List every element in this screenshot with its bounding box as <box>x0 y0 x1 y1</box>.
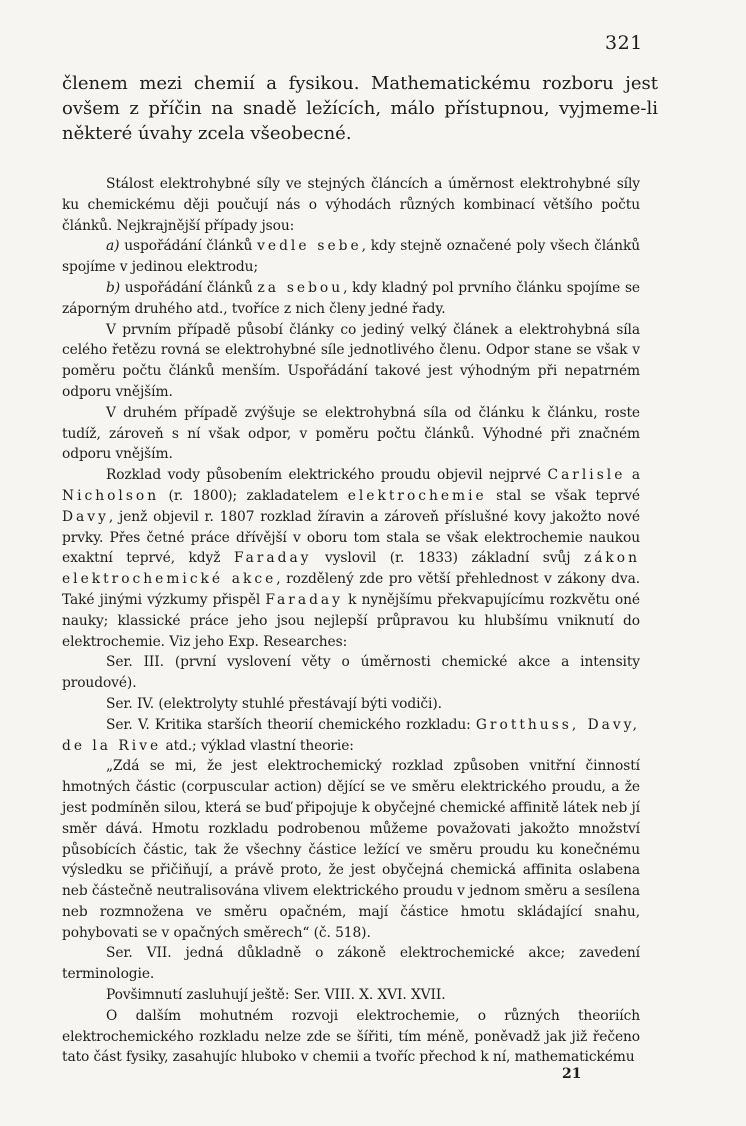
list-label: b) <box>106 279 121 296</box>
quote-paragraph: „Zdá se mi, že jest elektrochemický rozklad způsoben vnitřní činností hmotných částic (corpuscular action) dějící se ve směru elektrického proudu, a že jest podmíněn silou, která se buď připojuje k obyčejné chemické affinitě látek neb jí směr dává. Hmotu rozkladu podrobenou můžeme považovati jakožto množství působících částic, tak že všechny částice ležící ve směru proudu ku konečnému výsledku se přičiňují, a právě proto, že jest obyčejná chemická affinita oslabena neb částečně neutralisována vlivem elektrického proudu v jednom směru a sesílena neb rozmnožena ve směru opačném, mají částice hmotu skládající snahu, pohybovati se v opačných směrech“ (č. 518). <box>62 758 640 941</box>
text: stal se však teprvé <box>486 487 640 504</box>
text: (r. 1800); zakladatelem <box>159 487 348 504</box>
paragraph: Povšimnutí zasluhují ještě: Ser. VIII. X. XVI. XVII. <box>106 987 446 1004</box>
name-nicholson: Nicholson <box>62 487 160 504</box>
text: , kdy kladný pol prvního článku spojíme se záporným druhého atd., tvoříce z nich členy jedné řady. <box>62 279 641 317</box>
page-number: 321 <box>605 32 643 54</box>
text: Rozklad vody působením elektrického proudu objevil nejprvé <box>106 467 548 484</box>
text: , jenž objevil r. 1807 rozklad žíravin a zároveň příslušné kovy jakožto nové prvky. Přes četné práce dřívější v oboru tom stala se však elektrochemie naukou exaktní teprvé, když <box>62 508 640 567</box>
name-carlisle: Carlisle <box>547 467 626 484</box>
paragraph <box>62 236 640 278</box>
paragraph: Ser. VII. jedná důkladně o zákoně elektrochemické akce; zavedení terminologie. <box>62 945 640 983</box>
intro-paragraph: členem mezi chemií a fysikou. Mathematickému rozboru jest ovšem z příčin na snadě ležících, málo přístupnou, vyjmeme-li některé úvahy zcela všeobecné. <box>62 73 658 144</box>
list-label: a) <box>106 238 120 255</box>
paragraph: V druhém případě zvýšuje se elektrohybná síla od článku k článku, roste tudíž, zároveň s ní však odpor, v poměru počtu článků. Výhodné při značném odporu vnějším. <box>62 404 640 463</box>
spaced-term: vedle sebe <box>257 238 362 255</box>
name-davy: Davy <box>62 508 109 525</box>
paragraph <box>62 465 640 652</box>
name-faraday: Faraday <box>233 550 312 567</box>
text: vyslovil (r. 1833) základní svůj <box>311 550 584 567</box>
term-zakon: zákon elektrochemické akce <box>62 550 640 588</box>
paragraph: V prvním případě působí články co jediný velký článek a elektrohybná síla celého řetězu rovná se elektrohybné síle jednotlivého členu. Odpor stane se však v poměru počtu článků menším. Uspořádání takové jest výhodným při nepatrném odporu vnějším. <box>62 321 640 400</box>
paragraph: Ser. III. (první vyslovení věty o úměrnosti chemické akce a intensity proudové). <box>62 654 640 692</box>
text: a <box>625 467 640 484</box>
text: k nynějšímu překvapujícímu rozkvětu oné nauky; klassické práce jeho jsou nejlepší průpravou ku hlubšímu vniknutí do elektrochemie. Viz jeho Exp. Researches: <box>62 591 640 650</box>
text: atd.; výklad vlastní theorie: <box>161 737 354 754</box>
paragraph <box>62 715 640 757</box>
text: uspořádání článků <box>120 279 258 296</box>
body-text <box>62 174 640 1068</box>
spaced-term: za sebou <box>257 279 344 296</box>
paragraph: Ser. IV. (elektrolyty stuhlé přestávají býti vodiči). <box>106 695 442 712</box>
term-elektrochemie: elektrochemie <box>347 487 487 504</box>
name-faraday: Faraday <box>265 591 343 608</box>
text: Ser. V. Kritika starších theorií chemického rozkladu: <box>106 716 476 733</box>
signature-number: 21 <box>562 1066 582 1082</box>
paragraph <box>62 278 640 320</box>
text: , kdy stejně označené poly všech článků spojíme v jedinou elektrodu; <box>62 238 640 276</box>
names-list: Grotthuss, Davy, de la Rive <box>62 716 640 754</box>
paragraph: O dalším mohutném rozvoji elektrochemie, o různých theoriích elektrochemického rozkladu nelze zde se šířiti, tím méně, poněvadž jak již řečeno tato část fysiky, zasahujíc hluboko v chemii a tvoříc přechod k ní, mathematickému <box>62 1007 640 1066</box>
paragraph: Stálost elektrohybné síly ve stejných článcích a úměrnost elektrohybné síly ku chemickému ději poučují nás o výhodách různých kombinací většího počtu článků. Nejkrajnější případy jsou: <box>62 176 640 234</box>
text: uspořádání článků <box>119 238 258 255</box>
text: , rozdělený zde pro větší přehlednost v zákony dva. Také jinými výzkumy přispěl <box>62 571 640 608</box>
